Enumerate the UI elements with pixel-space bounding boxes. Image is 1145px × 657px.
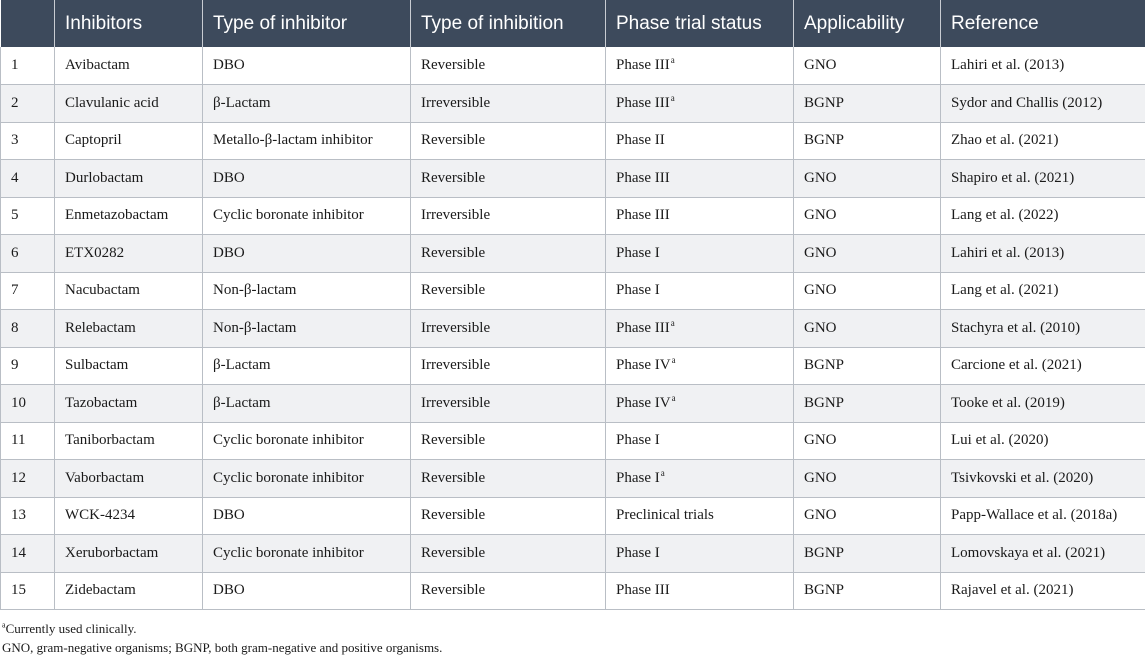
cell-applicability <box>794 272 941 310</box>
cell-inhibitor-text: Durlobactam <box>65 170 143 186</box>
cell-phase-trial-status-text: Preclinical trials <box>616 507 714 523</box>
cell-number-text: 11 <box>11 432 25 448</box>
cell-type-of-inhibition <box>411 385 606 423</box>
cell-type-of-inhibition-text: Irreversible <box>421 320 490 336</box>
footnote-clinical <box>2 619 1145 638</box>
footnote-clinical-text: Currently used clinically. <box>6 621 137 636</box>
cell-applicability <box>794 47 941 85</box>
cell-reference-text: Lang et al. (2021) <box>951 282 1058 298</box>
cell-number-text: 10 <box>11 395 26 411</box>
cell-number-text: 6 <box>11 245 19 261</box>
table-row <box>1 460 1145 498</box>
cell-type-of-inhibition <box>411 47 606 85</box>
cell-phase-trial-status-text: Phase II <box>616 132 665 148</box>
cell-phase-trial-status <box>606 460 794 498</box>
cell-type-of-inhibitor <box>203 235 411 273</box>
cell-phase-trial-status-text: Phase I <box>616 245 660 261</box>
cell-inhibitor <box>55 572 203 610</box>
cell-type-of-inhibitor <box>203 310 411 348</box>
cell-phase-trial-status <box>606 572 794 610</box>
cell-reference <box>941 160 1145 198</box>
cell-applicability <box>794 235 941 273</box>
cell-number-text: 5 <box>11 207 19 223</box>
cell-reference <box>941 497 1145 535</box>
cell-type-of-inhibitor-text: Cyclic boronate inhibitor <box>213 432 364 448</box>
cell-number-text: 9 <box>11 357 19 373</box>
cell-inhibitor-text: Zidebactam <box>65 582 136 598</box>
footnote-mark: a <box>2 621 6 630</box>
cell-applicability-text: GNO <box>804 470 837 486</box>
cell-reference <box>941 85 1145 123</box>
cell-type-of-inhibitor <box>203 272 411 310</box>
cell-applicability <box>794 310 941 348</box>
cell-type-of-inhibitor-text: DBO <box>213 582 245 598</box>
cell-inhibitor <box>55 197 203 235</box>
cell-phase-trial-status-text: Phase I <box>616 545 660 561</box>
clinical-use-mark: a <box>672 355 676 365</box>
cell-inhibitor-text: Xeruborbactam <box>65 545 158 561</box>
header-type-of-inhibition: Type of inhibition <box>411 0 606 47</box>
cell-phase-trial-status-text: Phase III <box>616 170 670 186</box>
cell-reference <box>941 347 1145 385</box>
cell-applicability <box>794 422 941 460</box>
cell-reference <box>941 197 1145 235</box>
table-row <box>1 197 1145 235</box>
cell-phase-trial-status-text: Phase III <box>616 320 670 336</box>
table-row <box>1 422 1145 460</box>
cell-applicability <box>794 347 941 385</box>
cell-applicability-text: GNO <box>804 320 837 336</box>
cell-type-of-inhibition-text: Reversible <box>421 582 485 598</box>
cell-type-of-inhibition <box>411 85 606 123</box>
cell-number-text: 13 <box>11 507 26 523</box>
cell-phase-trial-status-text: Phase III <box>616 57 670 73</box>
cell-inhibitor <box>55 497 203 535</box>
table-row <box>1 235 1145 273</box>
cell-number-text: 14 <box>11 545 26 561</box>
cell-reference-text: Lomovskaya et al. (2021) <box>951 545 1105 561</box>
cell-inhibitor <box>55 460 203 498</box>
cell-type-of-inhibitor-text: β-Lactam <box>213 395 271 411</box>
cell-reference-text: Lahiri et al. (2013) <box>951 245 1064 261</box>
cell-reference-text: Tsivkovski et al. (2020) <box>951 470 1093 486</box>
cell-reference <box>941 535 1145 573</box>
cell-number-text: 12 <box>11 470 26 486</box>
cell-type-of-inhibition-text: Reversible <box>421 282 485 298</box>
cell-type-of-inhibition <box>411 272 606 310</box>
cell-applicability-text: GNO <box>804 432 837 448</box>
cell-inhibitor-text: Relebactam <box>65 320 136 336</box>
clinical-use-mark: a <box>671 55 675 65</box>
cell-applicability <box>794 160 941 198</box>
header-applicability: Applicability <box>794 0 941 47</box>
cell-number <box>1 572 55 610</box>
cell-type-of-inhibition-text: Irreversible <box>421 95 490 111</box>
cell-number-text: 15 <box>11 582 26 598</box>
cell-type-of-inhibitor <box>203 47 411 85</box>
cell-reference-text: Lui et al. (2020) <box>951 432 1048 448</box>
cell-phase-trial-status-text: Phase I <box>616 432 660 448</box>
cell-reference <box>941 47 1145 85</box>
cell-type-of-inhibition <box>411 310 606 348</box>
table-row <box>1 572 1145 610</box>
table-row <box>1 85 1145 123</box>
cell-reference-text: Lahiri et al. (2013) <box>951 57 1064 73</box>
cell-applicability-text: GNO <box>804 207 837 223</box>
cell-number-text: 2 <box>11 95 19 111</box>
cell-applicability-text: BGNP <box>804 95 844 111</box>
cell-applicability-text: BGNP <box>804 582 844 598</box>
cell-reference-text: Tooke et al. (2019) <box>951 395 1065 411</box>
cell-type-of-inhibitor-text: Cyclic boronate inhibitor <box>213 470 364 486</box>
cell-type-of-inhibition <box>411 122 606 160</box>
cell-type-of-inhibitor <box>203 460 411 498</box>
cell-type-of-inhibition-text: Reversible <box>421 132 485 148</box>
table-row <box>1 385 1145 423</box>
cell-number <box>1 385 55 423</box>
table-footnotes <box>0 610 1145 657</box>
cell-applicability <box>794 497 941 535</box>
cell-applicability <box>794 385 941 423</box>
cell-inhibitor <box>55 85 203 123</box>
cell-number <box>1 47 55 85</box>
header-type-of-inhibitor: Type of inhibitor <box>203 0 411 47</box>
cell-type-of-inhibitor <box>203 197 411 235</box>
cell-inhibitor-text: Captopril <box>65 132 122 148</box>
cell-applicability-text: BGNP <box>804 395 844 411</box>
cell-type-of-inhibition-text: Reversible <box>421 245 485 261</box>
cell-phase-trial-status-text: Phase IV <box>616 395 671 411</box>
header-phase-trial-status: Phase trial status <box>606 0 794 47</box>
cell-inhibitor <box>55 422 203 460</box>
cell-type-of-inhibition <box>411 497 606 535</box>
cell-inhibitor <box>55 160 203 198</box>
cell-type-of-inhibition <box>411 347 606 385</box>
table-row <box>1 347 1145 385</box>
cell-reference-text: Stachyra et al. (2010) <box>951 320 1080 336</box>
clinical-use-mark: a <box>661 468 665 478</box>
cell-inhibitor <box>55 272 203 310</box>
table-body <box>1 47 1145 610</box>
cell-type-of-inhibitor <box>203 160 411 198</box>
cell-type-of-inhibition-text: Reversible <box>421 470 485 486</box>
cell-type-of-inhibitor-text: Metallo-β-lactam inhibitor <box>213 132 373 148</box>
cell-type-of-inhibitor-text: Non-β-lactam <box>213 320 296 336</box>
cell-type-of-inhibitor-text: DBO <box>213 507 245 523</box>
cell-phase-trial-status <box>606 422 794 460</box>
cell-number <box>1 422 55 460</box>
header-reference: Reference <box>941 0 1145 47</box>
cell-phase-trial-status-text: Phase I <box>616 470 660 486</box>
cell-applicability-text: GNO <box>804 507 837 523</box>
cell-phase-trial-status <box>606 160 794 198</box>
cell-type-of-inhibitor <box>203 385 411 423</box>
clinical-use-mark: a <box>671 93 675 103</box>
cell-reference-text: Sydor and Challis (2012) <box>951 95 1102 111</box>
cell-inhibitor-text: Taniborbactam <box>65 432 155 448</box>
cell-type-of-inhibitor <box>203 572 411 610</box>
cell-type-of-inhibitor-text: DBO <box>213 245 245 261</box>
cell-reference-text: Papp-Wallace et al. (2018a) <box>951 507 1117 523</box>
cell-reference <box>941 122 1145 160</box>
table-header <box>1 0 1145 47</box>
cell-applicability-text: GNO <box>804 282 837 298</box>
cell-reference <box>941 422 1145 460</box>
cell-inhibitor-text: Avibactam <box>65 57 130 73</box>
cell-number <box>1 310 55 348</box>
cell-type-of-inhibition <box>411 422 606 460</box>
cell-phase-trial-status <box>606 385 794 423</box>
header-number <box>1 0 55 47</box>
cell-applicability <box>794 535 941 573</box>
cell-phase-trial-status <box>606 535 794 573</box>
cell-phase-trial-status-text: Phase III <box>616 207 670 223</box>
cell-type-of-inhibition <box>411 235 606 273</box>
table-row <box>1 535 1145 573</box>
cell-phase-trial-status <box>606 310 794 348</box>
cell-type-of-inhibition-text: Irreversible <box>421 357 490 373</box>
cell-inhibitor <box>55 310 203 348</box>
cell-type-of-inhibition <box>411 460 606 498</box>
footnote-abbreviations: GNO, gram-negative organisms; BGNP, both gram-negative and positive organisms. <box>2 638 1145 657</box>
cell-number-text: 3 <box>11 132 19 148</box>
cell-applicability-text: BGNP <box>804 132 844 148</box>
cell-reference <box>941 460 1145 498</box>
cell-applicability-text: BGNP <box>804 357 844 373</box>
cell-type-of-inhibition-text: Reversible <box>421 170 485 186</box>
cell-phase-trial-status-text: Phase IV <box>616 357 671 373</box>
cell-number <box>1 460 55 498</box>
cell-phase-trial-status <box>606 347 794 385</box>
cell-type-of-inhibition <box>411 572 606 610</box>
cell-inhibitor-text: Sulbactam <box>65 357 128 373</box>
cell-number <box>1 160 55 198</box>
cell-number <box>1 347 55 385</box>
table-row <box>1 310 1145 348</box>
cell-reference <box>941 272 1145 310</box>
cell-inhibitor <box>55 347 203 385</box>
cell-inhibitor-text: Nacubactam <box>65 282 140 298</box>
cell-phase-trial-status-text: Phase III <box>616 95 670 111</box>
cell-reference <box>941 572 1145 610</box>
cell-type-of-inhibition-text: Reversible <box>421 507 485 523</box>
cell-phase-trial-status <box>606 47 794 85</box>
cell-inhibitor <box>55 122 203 160</box>
cell-inhibitor-text: Vaborbactam <box>65 470 144 486</box>
cell-applicability-text: GNO <box>804 170 837 186</box>
cell-reference-text: Lang et al. (2022) <box>951 207 1058 223</box>
clinical-use-mark: a <box>672 393 676 403</box>
cell-type-of-inhibition <box>411 535 606 573</box>
cell-number <box>1 85 55 123</box>
cell-type-of-inhibition-text: Reversible <box>421 545 485 561</box>
cell-reference <box>941 235 1145 273</box>
cell-type-of-inhibitor-text: β-Lactam <box>213 95 271 111</box>
cell-type-of-inhibitor-text: β-Lactam <box>213 357 271 373</box>
cell-type-of-inhibition-text: Reversible <box>421 432 485 448</box>
table-row <box>1 122 1145 160</box>
cell-phase-trial-status <box>606 235 794 273</box>
cell-type-of-inhibitor <box>203 122 411 160</box>
cell-type-of-inhibitor <box>203 347 411 385</box>
cell-reference <box>941 385 1145 423</box>
cell-type-of-inhibition-text: Reversible <box>421 57 485 73</box>
cell-type-of-inhibition-text: Irreversible <box>421 395 490 411</box>
cell-inhibitor <box>55 535 203 573</box>
table-row <box>1 497 1145 535</box>
cell-reference-text: Shapiro et al. (2021) <box>951 170 1074 186</box>
cell-applicability <box>794 122 941 160</box>
cell-type-of-inhibitor <box>203 422 411 460</box>
cell-number-text: 4 <box>11 170 19 186</box>
cell-phase-trial-status <box>606 85 794 123</box>
cell-applicability <box>794 572 941 610</box>
cell-type-of-inhibitor-text: Cyclic boronate inhibitor <box>213 545 364 561</box>
table-row <box>1 272 1145 310</box>
cell-number-text: 8 <box>11 320 19 336</box>
cell-inhibitor <box>55 47 203 85</box>
cell-number <box>1 235 55 273</box>
cell-applicability-text: BGNP <box>804 545 844 561</box>
cell-number <box>1 497 55 535</box>
cell-number-text: 1 <box>11 57 19 73</box>
cell-inhibitor <box>55 385 203 423</box>
header-inhibitors: Inhibitors <box>55 0 203 47</box>
cell-phase-trial-status <box>606 197 794 235</box>
header-row <box>1 0 1145 47</box>
cell-number <box>1 272 55 310</box>
table-row <box>1 47 1145 85</box>
cell-number-text: 7 <box>11 282 19 298</box>
cell-phase-trial-status <box>606 272 794 310</box>
cell-type-of-inhibitor-text: DBO <box>213 57 245 73</box>
cell-applicability <box>794 197 941 235</box>
cell-phase-trial-status <box>606 122 794 160</box>
cell-inhibitor-text: Enmetazobactam <box>65 207 168 223</box>
cell-inhibitor <box>55 235 203 273</box>
cell-reference-text: Carcione et al. (2021) <box>951 357 1082 373</box>
cell-phase-trial-status <box>606 497 794 535</box>
cell-phase-trial-status-text: Phase I <box>616 282 660 298</box>
cell-reference <box>941 310 1145 348</box>
cell-inhibitor-text: Tazobactam <box>65 395 137 411</box>
cell-type-of-inhibitor-text: DBO <box>213 170 245 186</box>
cell-applicability <box>794 460 941 498</box>
cell-type-of-inhibition <box>411 160 606 198</box>
cell-inhibitor-text: ETX0282 <box>65 245 124 261</box>
cell-type-of-inhibition-text: Irreversible <box>421 207 490 223</box>
cell-type-of-inhibitor <box>203 535 411 573</box>
cell-reference-text: Rajavel et al. (2021) <box>951 582 1073 598</box>
cell-reference-text: Zhao et al. (2021) <box>951 132 1058 148</box>
cell-type-of-inhibitor <box>203 85 411 123</box>
cell-type-of-inhibitor-text: Non-β-lactam <box>213 282 296 298</box>
cell-phase-trial-status-text: Phase III <box>616 582 670 598</box>
clinical-use-mark: a <box>671 318 675 328</box>
cell-type-of-inhibition <box>411 197 606 235</box>
table-row <box>1 160 1145 198</box>
cell-number <box>1 122 55 160</box>
cell-applicability <box>794 85 941 123</box>
cell-applicability-text: GNO <box>804 245 837 261</box>
cell-applicability-text: GNO <box>804 57 837 73</box>
cell-number <box>1 535 55 573</box>
cell-type-of-inhibitor-text: Cyclic boronate inhibitor <box>213 207 364 223</box>
cell-number <box>1 197 55 235</box>
cell-inhibitor-text: Clavulanic acid <box>65 95 159 111</box>
cell-type-of-inhibitor <box>203 497 411 535</box>
cell-inhibitor-text: WCK-4234 <box>65 507 135 523</box>
